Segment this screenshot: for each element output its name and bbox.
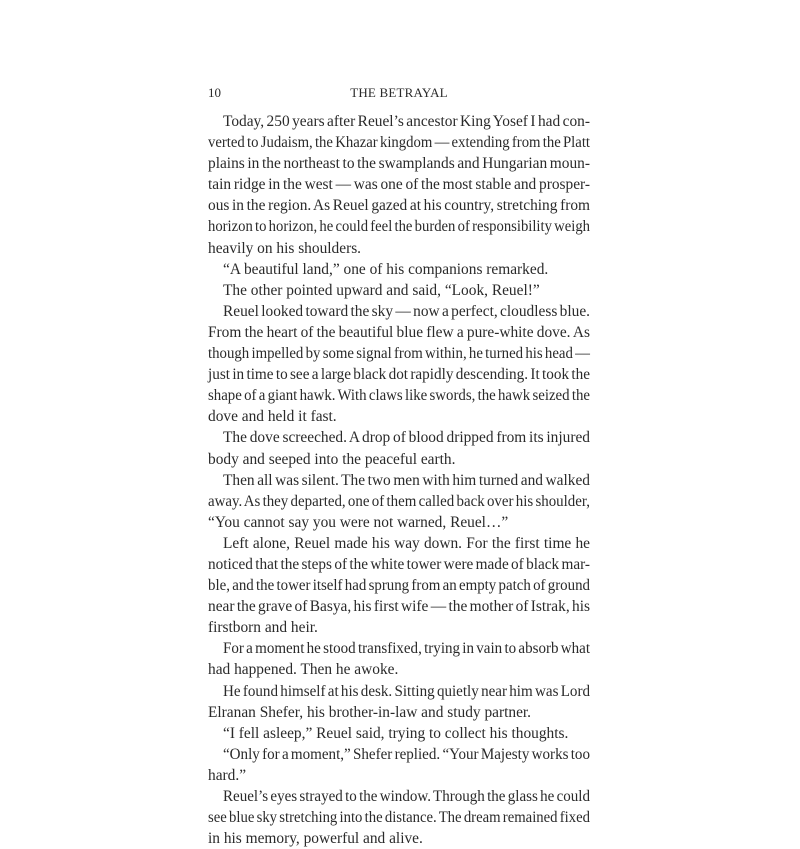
text-line: [208, 575, 590, 596]
paragraph: [208, 111, 590, 259]
paragraph: [208, 470, 590, 533]
line-text: near the grave of Basya, his first wife — the mother of Istrak, his: [208, 598, 590, 616]
text-line: [208, 238, 590, 259]
text-line: [208, 786, 590, 807]
text-line: [208, 385, 590, 406]
line-text: Elranan Shefer, his brother-in-law and study partner.: [208, 703, 532, 721]
text-line: [208, 280, 590, 301]
paragraph: [208, 427, 590, 469]
paragraph: [208, 786, 590, 849]
text-line: [208, 554, 590, 575]
text-line: [208, 617, 590, 638]
line-text: plains in the northeast to the swamplands and Hungarian moun-: [208, 155, 590, 173]
line-text: heavily on his shoulders.: [208, 239, 362, 257]
line-text: Then all was silent. The two men with him turned and walked: [223, 471, 590, 489]
text-line: [208, 449, 590, 470]
text-line: [208, 343, 590, 364]
text-line: [208, 659, 590, 680]
text-line: [208, 111, 590, 132]
line-text: had happened. Then he awoke.: [208, 661, 399, 679]
line-text: Reuel’s eyes strayed to the window. Through the glass he could: [223, 788, 590, 805]
line-text: see blue sky stretching into the distance. The dream remained fixed: [208, 809, 590, 827]
paragraph: [208, 533, 590, 638]
text-line: [208, 681, 590, 702]
line-text: in his memory, powerful and alive.: [208, 830, 423, 848]
paragraph: [208, 744, 590, 786]
text-line: [208, 765, 590, 786]
line-text: Today, 250 years after Reuel’s ancestor King Yosef I had con-: [223, 113, 590, 130]
line-text: shape of a giant hawk. With claws like swords, the hawk seized the: [208, 387, 590, 405]
text-line: [208, 491, 590, 512]
line-text: The dove screeched. A drop of blood dripped from its injured: [223, 429, 590, 447]
line-text: noticed that the steps of the white tower were made of black mar-: [208, 555, 590, 573]
running-header: [208, 85, 590, 105]
text-line: [208, 702, 590, 723]
line-text: away. As they departed, one of them called back over his shoulder,: [208, 492, 590, 510]
paragraph: [208, 638, 590, 680]
page-number: 10: [208, 85, 221, 100]
text-line: [208, 174, 590, 195]
line-text: hard.”: [208, 766, 247, 784]
line-text: horizon to horizon, he could feel the burden of responsibility weigh: [208, 218, 590, 236]
text-line: [208, 216, 590, 237]
line-text: firstborn and heir.: [208, 619, 318, 637]
line-text: though impelled by some signal from within, he turned his head —: [208, 345, 590, 363]
text-line: [208, 132, 590, 153]
line-text: tain ridge in the west — was one of the most stable and prosper-: [208, 176, 590, 194]
text-line: [208, 195, 590, 216]
text-line: [208, 427, 590, 448]
line-text: The other pointed upward and said, “Look, Reuel!”: [223, 281, 540, 299]
text-line: [208, 533, 590, 554]
text-line: [208, 744, 590, 765]
line-text: Reuel looked toward the sky — now a perfect, cloudless blue.: [223, 302, 590, 320]
paragraph: [208, 280, 590, 301]
paragraph: [208, 723, 590, 744]
text-line: [208, 638, 590, 659]
line-text: Left alone, Reuel made his way down. For the first time he: [223, 534, 590, 552]
line-text: He found himself at his desk. Sitting quietly near him was Lord: [223, 682, 590, 700]
line-text: ble, and the tower itself had sprung from an empty patch of ground: [208, 577, 590, 595]
text-line: [208, 723, 590, 744]
line-text: just in time to see a large black dot rapidly descending. It took the: [208, 366, 590, 384]
text-line: [208, 301, 590, 322]
paragraph: [208, 301, 590, 428]
text-line: [208, 259, 590, 280]
running-title: THE BETRAYAL: [350, 85, 448, 100]
book-page: [208, 85, 590, 849]
text-line: [208, 322, 590, 343]
paragraph: [208, 259, 590, 280]
line-text: dove and held it fast.: [208, 408, 337, 426]
line-text: From the heart of the beautiful blue flew a pure-white dove. As: [208, 323, 590, 341]
text-line: [208, 596, 590, 617]
text-line: [208, 807, 590, 828]
text-line: [208, 512, 590, 533]
line-text: “I fell asleep,” Reuel said, trying to collect his thoughts.: [223, 724, 569, 742]
text-line: [208, 828, 590, 849]
text-line: [208, 406, 590, 427]
line-text: For a moment he stood transfixed, trying in vain to absorb what: [223, 640, 590, 658]
line-text: “A beautiful land,” one of his companions remarked.: [223, 260, 549, 278]
line-text: ous in the region. As Reuel gazed at his country, stretching from: [208, 197, 590, 215]
text-line: [208, 153, 590, 174]
line-text: “You cannot say you were not warned, Reuel…”: [208, 513, 509, 531]
paragraph: [208, 681, 590, 723]
body-text: [208, 111, 590, 849]
line-text: “Only for a moment,” Shefer replied. “Your Majesty works too: [223, 745, 590, 763]
text-line: [208, 364, 590, 385]
line-text: verted to Judaism, the Khazar kingdom — extending from the Platt: [208, 134, 590, 152]
line-text: body and seeped into the peaceful earth.: [208, 450, 456, 468]
text-line: [208, 470, 590, 491]
